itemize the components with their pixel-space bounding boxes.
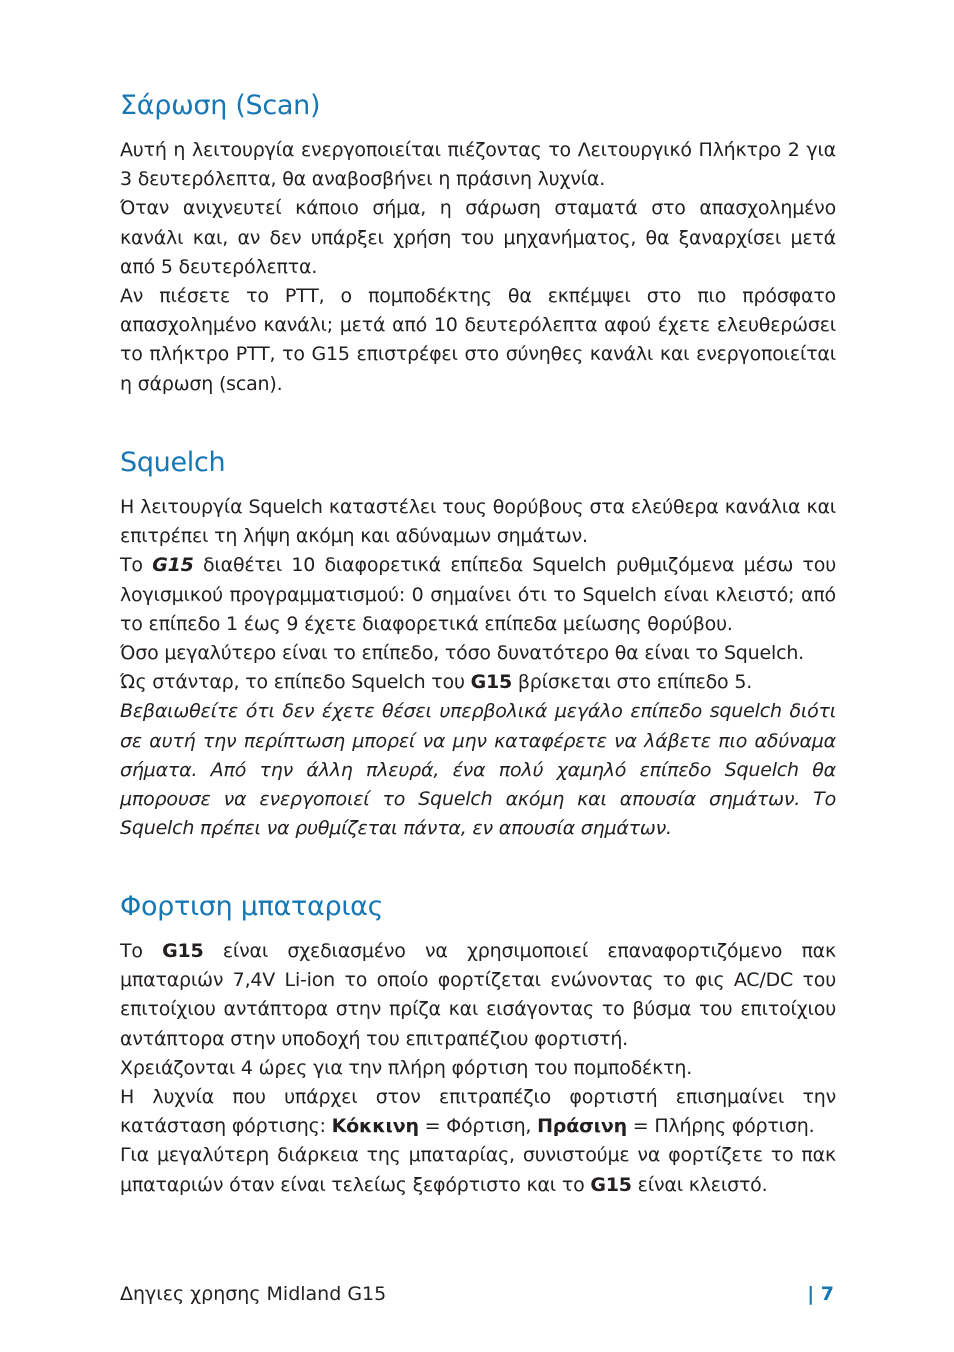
battery-paragraph-3: [120, 1083, 836, 1141]
battery-paragraph-4: [120, 1141, 836, 1199]
page-number: | 7: [807, 1283, 834, 1305]
battery-p1-post: είναι σχεδιασμένο να χρησιμοποιεί επαναφορτιζόμενο πακ μπαταριών 7,4V Li-ion το οποίο φορτίζεται ενώνοντας το φις AC/DC του επιτοίχιου αντάπτορα στην πρίζα και εισάγοντας το βύσμα του επιτοίχιου αντάπτορα στην υποδοχή του επιτραπέζιου φορτιστή.: [120, 940, 837, 1050]
scan-heading: Σάρωση (Scan): [120, 90, 321, 121]
battery-p1-pre: Το: [120, 940, 163, 962]
squelch-warning: [120, 697, 836, 843]
battery-p3-post: = Πλήρης φόρτιση.: [626, 1115, 815, 1138]
section-squelch: [120, 447, 836, 843]
squelch-p4-post: βρίσκεται στο επίπεδο 5.: [512, 671, 753, 694]
squelch-heading: Squelch: [120, 447, 226, 478]
squelch-p4-pre: Ώς στάνταρ, το επίπεδο Squelch του: [120, 671, 471, 694]
battery-p4-pre: Για μεγαλύτερη διάρκεια της μπαταρίας, συνιστούμε να φορτίζετε το πακ μπαταριών όταν είναι τελείως ξεφόρτιστο και το: [120, 1144, 836, 1196]
battery-heading: Φορτιση μπαταριας: [120, 891, 384, 922]
squelch-p4-model: G15: [470, 671, 513, 694]
battery-paragraph-1: [120, 937, 836, 1054]
battery-red-label: Κόκκινη: [331, 1115, 419, 1138]
section-battery: [120, 891, 836, 1200]
section-scan: [120, 90, 836, 399]
footer-title: Δηγιες χρησης Midland G15: [120, 1283, 387, 1305]
page-footer: [120, 1283, 834, 1305]
battery-p3-mid: = Φόρτιση,: [418, 1115, 538, 1138]
battery-p3-pre: Η λυχνία που υπάρχει στον επιτραπέζιο φορτιστή επισημαίνει την κατάσταση φόρτισης:: [120, 1086, 836, 1138]
battery-green-label: Πράσινη: [537, 1115, 627, 1138]
squelch-paragraph-3: Όσο μεγαλύτερο είναι το επίπεδο, τόσο δυνατότερο θα είναι το Squelch.: [120, 642, 805, 665]
battery-p1-model: G15: [162, 940, 204, 962]
squelch-paragraph-2: [120, 551, 836, 639]
scan-paragraph-3: Αν πιέσετε το PTT, ο πομποδέκτης θα εκπέμψει στο πιο πρόσφατο απασχολημένο κανάλι; μετά από 10 δευτερόλεπτα αφού έχετε ελευθερώσει το πλήκτρο PTT, το G15 επιστρέφει στο σύνηθες κανάλι και ενεργοποιείται η σάρωση (scan).: [120, 285, 836, 395]
squelch-warning-text: Βεβαιωθείτε ότι δεν έχετε θέσει υπερβολικά μεγάλο επίπεδο squelch διότι σε αυτή την περίπτωση μπορεί να μην καταφέρετε να λάβετε πιο αδύναμα σήματα. Από την άλλη πλευρά, ένα πολύ χαμηλό επίπεδο Squelch θα μπορουσε να ενεργοποιεί το Squelch ακόμη και απουσία σημάτων. Το Squelch πρέπει να ρυθμίζεται πάντα, εν απουσία σημάτων.: [120, 700, 836, 840]
squelch-p2-model: G15: [152, 554, 194, 577]
battery-paragraph-2: Χρειάζονται 4 ώρες για την πλήρη φόρτιση του πομποδέκτη.: [120, 1056, 693, 1079]
squelch-p2-pre: Το: [120, 554, 153, 577]
battery-p4-model: G15: [590, 1173, 632, 1196]
scan-paragraph-2: Όταν ανιχνευτεί κάποιο σήμα, η σάρωση σταματά στο απασχολημένο κανάλι και, αν δεν υπάρξει χρήση του μηχανήματος, θα ξαναρχίσει μετά από 5 δευτερόλεπτα.: [120, 197, 836, 278]
squelch-paragraph-1: Η λειτουργία Squelch καταστέλει τους θορύβους στα ελεύθερα κανάλια και επιτρέπει τη λήψη ακόμη και αδύναμων σημάτων.: [120, 496, 836, 548]
scan-paragraph-1: Αυτή η λειτουργία ενεργοποιείται πιέζοντας το Λειτουργικό Πλήκτρο 2 για 3 δευτερόλεπτα, θα αναβοσβήνει η πράσινη λυχνία.: [120, 139, 836, 191]
squelch-p2-post: διαθέτει 10 διαφορετικά επίπεδα Squelch ρυθμιζόμενα μέσω του λογισμικού προγραμματισμού: 0 σημαίνει ότι το Squelch είναι κλειστό; από το επίπεδο 1 έως 9 έχετε διαφορετικά επίπεδα μείωσης θορύβου.: [120, 554, 837, 635]
squelch-paragraph-4: [120, 668, 836, 697]
battery-p4-post: είναι κλειστό.: [631, 1173, 768, 1196]
